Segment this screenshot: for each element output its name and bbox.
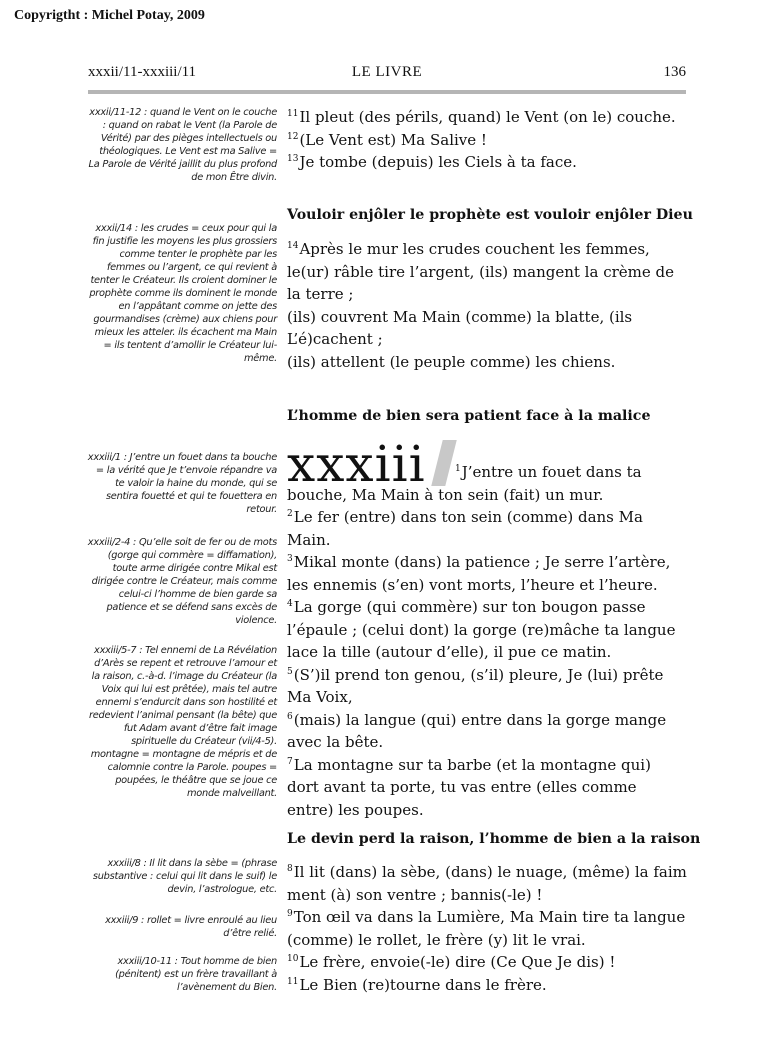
verse: $^{10}$Le frère, envoie(-le) dire (Ce Que Je dis) ! xyxy=(287,953,616,971)
section-heading: Vouloir enjôler le prophète est vouloir enjôler Dieu xyxy=(287,207,693,223)
verse: $^4$La gorge (qui commère) sur ton bougon passe l’épaule ; (celui dont) la gorge (re)mâche ta langue lace la tille (autour d’elle), il pue ce matin. xyxy=(287,598,676,661)
verse: (ils) couvrent Ma Main (comme) la blatte, (ils L’é)cachent ; xyxy=(287,307,633,348)
margin-note: xxxiii/2-4 : Qu’elle soit de fer ou de mots (gorge qui commère = diffamation), toute arme dirigée contre Mikal est dirigée contre le Créateur, mais comme celui-ci l’homme de bien garde sa patience et se défend sans excès de violence. xyxy=(87,537,277,626)
verse: $^5$(S’)il prend ton genou, (s’il) pleure, Je (lui) prête Ma Voix, xyxy=(287,665,664,706)
header-rule xyxy=(88,90,686,94)
margin-note: xxxii/14 : les crudes = ceux pour qui la fin justifie les moyens les plus grossiers comme tenter le prophète par les femmes ou l’argent, ce qui revient à tenter le Créateur. Ils croient dominer le prophète comme ils dominent le monde en l’appâtant comme on jette des gourmandises (crème) aux chiens pour mieux les atteler. ils écachent ma Main = ils tentent d’amollir le Créateur lui-même. xyxy=(89,223,277,364)
verse: $^8$Il lit (dans) la sèbe, (dans) le nuage, (même) la faim ment (à) son ventre ; bannis(-le) ! xyxy=(287,863,687,904)
page-header xyxy=(88,64,686,88)
verse: $^2$Le fer (entre) dans ton sein (comme) dans Ma Main. xyxy=(287,508,643,549)
margin-note: xxxiii/5-7 : Tel ennemi de La Révélation d’Arès se repent et retrouve l’amour et la raison, c.-à-d. l’image du Créateur (la Voix qui lui est prêtée), mais tel autre ennemi s’endurcit dans son hostilité et redevient l’animal pensant (la bête) que fut Adam avant d’être fait image spirituelle du Créateur (vii/4-5). montagne = montagne de mépris et de calomnie contre la Parole. poupes = poupées, le théâtre que se joue ce monde malveillant. xyxy=(88,645,277,799)
verse: $^{11}$Le Bien (re)tourne dans le frère. xyxy=(287,975,547,994)
verse: $^{13}$Je tombe (depuis) les Ciels à ta face. xyxy=(287,153,577,171)
main-text-block xyxy=(287,461,687,821)
margin-note: xxxiii/9 : rollet = livre enroulé au lieu d’être relié. xyxy=(105,915,277,939)
main-text-block xyxy=(287,106,687,174)
verse: $^3$Mikal monte (dans) la patience ; Je serre l’artère, les ennemis (s’en) vont morts, l’heure et l’heure. xyxy=(287,553,671,594)
verse: $^9$Ton œil va dans la Lumière, Ma Main tire ta langue (comme) le rollet, le frère (y) lit le vrai. xyxy=(287,908,686,949)
margin-note: xxxiii/8 : Il lit dans la sèbe = (phrase substantive : celui qui lit dans le suif) le devin, l’astrologue, etc. xyxy=(92,858,277,895)
page-number: 136 xyxy=(663,64,686,80)
main-text-block xyxy=(287,861,687,996)
verse: $^{11}$Il pleut (des périls, quand) le Vent (on le) couche. xyxy=(287,108,676,126)
verse: $^7$La montagne sur ta barbe (et la montagne qui) dort avant ta porte, tu vas entre (elles comme entre) les poupes. xyxy=(287,755,651,819)
section-heading: L’homme de bien sera patient face à la malice xyxy=(287,408,651,424)
section-heading: Le devin perd la raison, l’homme de bien a la raison xyxy=(287,831,701,847)
header-book-title: LE LIVRE xyxy=(351,64,423,80)
verse: (ils) attellent (le peuple comme) les chiens. xyxy=(287,352,616,371)
verse: $^6$(mais) la langue (qui) entre dans la gorge mange avec la bête. xyxy=(287,710,667,751)
verse: $^{14}$Après le mur les crudes couchent les femmes, le(ur) râble tire l’argent, (ils) mangent la crème de la terre ; xyxy=(287,240,674,303)
copyright-notice: Copyrigtht : Michel Potay, 2009 xyxy=(14,8,205,23)
margin-note: xxxiii/10-11 : Tout homme de bien (pénitent) est un frère travaillant à l’avènement du Bien. xyxy=(115,956,277,993)
margin-note: xxxii/11-12 : quand le Vent on le couche : quand on rabat le Vent (la Parole de Vérité) par des pièges intellectuels ou théologiques. Le Vent est ma Salive = La Parole de Vérité jaillit du plus profond de mon Être divin. xyxy=(88,107,277,183)
verse: $^1$J’entre un fouet dans ta bouche, Ma Main à ton sein (fait) un mur. xyxy=(287,463,642,504)
header-verse-range: xxxii/11-xxxiii/11 xyxy=(88,64,197,80)
verse: $^{12}$(Le Vent est) Ma Salive ! xyxy=(287,130,487,149)
margin-note: xxxiii/1 : J’entre un fouet dans ta bouche = la vérité que Je t’envoie répandre va te valoir la haine du monde, qui se sentira fouetté et qui te fouettera en retour. xyxy=(87,452,277,515)
main-text-block xyxy=(287,238,687,373)
chapter-number: xxxiii xyxy=(287,438,426,490)
